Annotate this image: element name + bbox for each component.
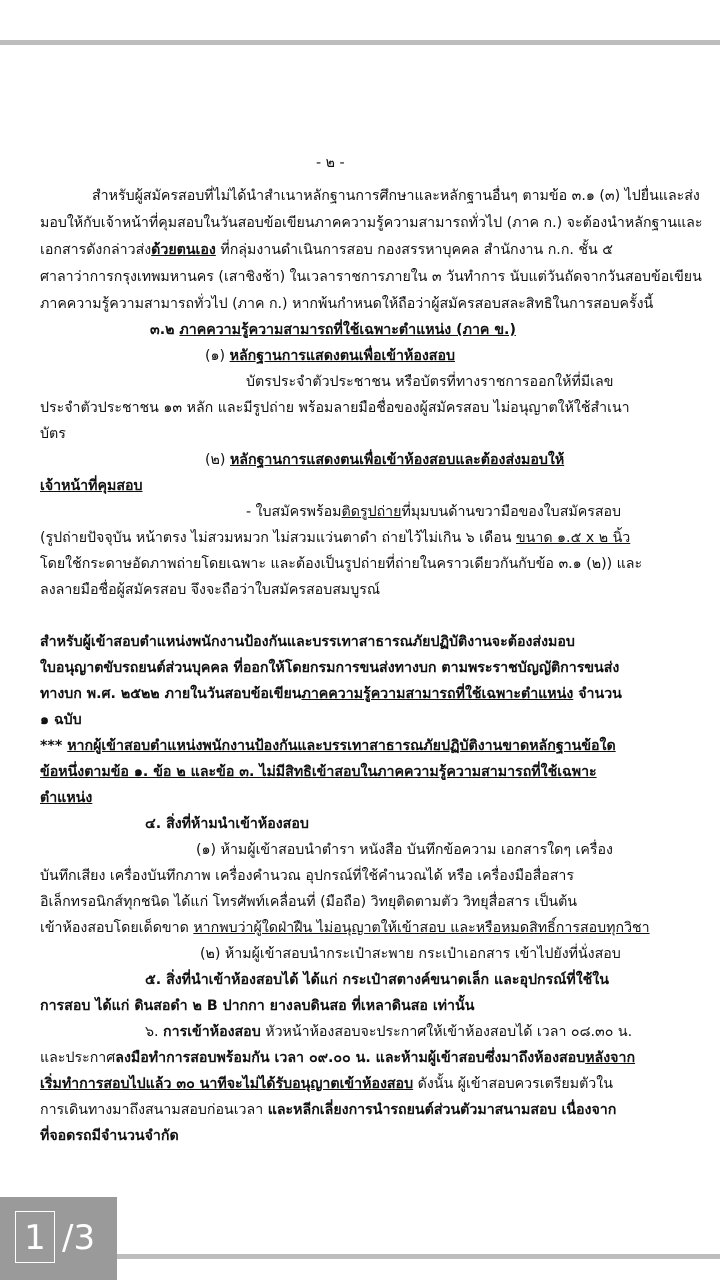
doc-line: มอบให้กับเจ้าหน้าที่คุมสอบในวันสอบข้อเขียนภาคความรู้ความสามารถทั่วไป (ภาค ก.) จะต้องนำหลักฐานและ	[40, 215, 703, 231]
subsection-heading-cont: เจ้าหน้าที่คุมสอบ	[40, 478, 143, 494]
doc-line: และประกาศลงมือทำการสอบพร้อมกัน เวลา ๐๙.๐๐ น. และห้ามผู้เข้าสอบซึ่งมาถึงห้องสอบหลังจาก	[40, 1050, 636, 1066]
warning-line: ข้อหนึ่งตามข้อ ๑. ข้อ ๒ และข้อ ๓. ไม่มีสิทธิเข้าสอบในภาคความรู้ความสามารถที่ใช้เฉพาะ	[40, 764, 597, 780]
warning-line: ตำแหน่ง	[40, 790, 93, 806]
subsection-heading: (๑) หลักฐานการแสดงตนเพื่อเข้าห้องสอบ	[205, 348, 455, 364]
section-heading: ๔. สิ่งที่ห้ามนำเข้าห้องสอบ	[145, 816, 309, 832]
doc-line: การสอบ ได้แก่ ดินสอดำ ๒ B ปากกา ยางลบดินสอ ที่เหลาดินสอ เท่านั้น	[40, 998, 475, 1014]
doc-line: สำหรับผู้เข้าสอบตำแหน่งพนักงานป้องกันและบรรเทาสาธารณภัยปฏิบัติงานจะต้องส่งมอบ	[40, 634, 575, 650]
doc-line: อิเล็กทรอนิกส์ทุกชนิด ได้แก่ โทรศัพท์เคลื่อนที่ (มือถือ) วิทยุติดตามตัว วิทยุสื่อสาร เป็นต้น	[40, 894, 577, 910]
doc-line: โดยใช้กระดาษอัดภาพถ่ายโดยเฉพาะ และต้องเป็นรูปถ่ายที่ถ่ายในคราวเดียวกันกับข้อ ๓.๑ (๒)) และ	[40, 556, 643, 572]
doc-line: เอกสารดังกล่าวส่งด้วยตนเอง ที่กลุ่มงานดำเนินการสอบ กองสรรหาบุคคล สำนักงาน ก.ก. ชั้น ๕	[40, 242, 613, 258]
section-heading: ๓.๒ ภาคความรู้ความสามารถที่ใช้เฉพาะตำแหน่ง (ภาค ข.)	[150, 322, 516, 338]
doc-line: ทางบก พ.ศ. ๒๕๒๒ ภายในวันสอบข้อเขียนภาคความรู้ความสามารถที่ใช้เฉพาะตำแหน่ง จำนวน	[40, 686, 622, 702]
section-heading: ๖. การเข้าห้องสอบ หัวหน้าห้องสอบจะประกาศให้เข้าห้องสอบได้ เวลา ๐๘.๓๐ น.	[145, 1024, 633, 1040]
doc-line: ๑ ฉบับ	[40, 712, 82, 728]
doc-line: เริ่มทำการสอบไปแล้ว ๓๐ นาทีจะไม่ได้รับอนุญาตเข้าห้องสอบ ดังนั้น ผู้เข้าสอบควรเตรียมตัวใน	[40, 1076, 613, 1092]
warning-line: *** หากผู้เข้าสอบตำแหน่งพนักงานป้องกันและบรรเทาสาธารณภัยปฏิบัติงานขาดหลักฐานข้อใด	[40, 738, 616, 754]
doc-line: บัตร	[40, 426, 66, 442]
doc-line: ประจำตัวประชาชน ๑๓ หลัก และมีรูปถ่าย พร้อมลายมือชื่อของผู้สมัครสอบ ไม่อนุญาตให้ใช้สำเนา	[40, 400, 630, 416]
section-heading: ๕. สิ่งที่นำเข้าห้องสอบได้ ได้แก่ กระเป๋าสตางค์ขนาดเล็ก และอุปกรณ์ที่ใช้ใน	[145, 972, 609, 988]
page-number: - ๒ -	[316, 155, 345, 171]
subsection-heading: (๒) หลักฐานการแสดงตนเพื่อเข้าห้องสอบและต้องส่งมอบให้	[205, 452, 565, 468]
doc-line: (๒) ห้ามผู้เข้าสอบนำกระเป๋าสะพาย กระเป๋าเอกสาร เข้าไปยังที่นั่งสอบ	[200, 946, 621, 962]
doc-line: - ใบสมัครพร้อมติดรูปถ่ายที่มุมบนด้านขวามือของใบสมัครสอบ	[246, 504, 622, 520]
doc-line: บันทึกเสียง เครื่องบันทึกภาพ เครื่องคำนวณ อุปกรณ์ที่ใช้คำนวณได้ หรือ เครื่องมือสื่อสาร	[40, 868, 575, 884]
doc-line: (รูปถ่ายปัจจุบัน หน้าตรง ไม่สวมหมวก ไม่สวมแว่นตาดำ ถ่ายไว้ไม่เกิน ๖ เดือน ขนาด ๑.๕ x ๒ นิ้ว	[40, 530, 631, 546]
doc-line: สำหรับผู้สมัครสอบที่ไม่ได้นำสำเนาหลักฐานการศึกษาและหลักฐานอื่นๆ ตามข้อ ๓.๑ (๓) ไปยื่นและส่ง	[92, 188, 700, 204]
doc-line: ศาลาว่าการกรุงเทพมหานคร (เสาชิงช้า) ในเวลาราชการภายใน ๓ วันทำการ นับแต่วันถัดจากวันสอบข้อเขียน	[40, 269, 702, 285]
doc-line: เข้าห้องสอบโดยเด็ดขาด หากพบว่าผู้ใดฝ่าฝืน ไม่อนุญาตให้เข้าสอบ และหรือหมดสิทธิ์การสอบทุกวิชา	[40, 920, 650, 936]
doc-line: ภาคความรู้ความสามารถทั่วไป (ภาค ก.) หากพ้นกำหนดให้ถือว่าผู้สมัครสอบสละสิทธิในการสอบครั้งนี้	[40, 296, 654, 312]
doc-line: ลงลายมือชื่อผู้สมัครสอบ จึงจะถือว่าใบสมัครสอบสมบูรณ์	[40, 582, 381, 598]
total-pages: /3	[62, 1218, 96, 1258]
doc-line: ที่จอดรถมีจำนวนจำกัด	[40, 1128, 179, 1144]
doc-line: การเดินทางมาถึงสนามสอบก่อนเวลา และหลีกเลี่ยงการนำรถยนต์ส่วนตัวมาสนามสอบ เนื่องจาก	[40, 1102, 617, 1118]
current-page-number: 1	[24, 1218, 46, 1258]
page-indicator[interactable]	[0, 1197, 117, 1280]
doc-line: ใบอนุญาตขับรถยนต์ส่วนบุคคล ที่ออกให้โดยกรมการขนส่งทางบก ตามพระราชบัญญัติการขนส่ง	[40, 660, 620, 676]
doc-line: (๑) ห้ามผู้เข้าสอบนำตำรา หนังสือ บันทึกข้อความ เอกสารใดๆ เครื่อง	[196, 842, 613, 858]
doc-line: บัตรประจำตัวประชาชน หรือบัตรที่ทางราชการออกให้ที่มีเลข	[246, 374, 614, 390]
